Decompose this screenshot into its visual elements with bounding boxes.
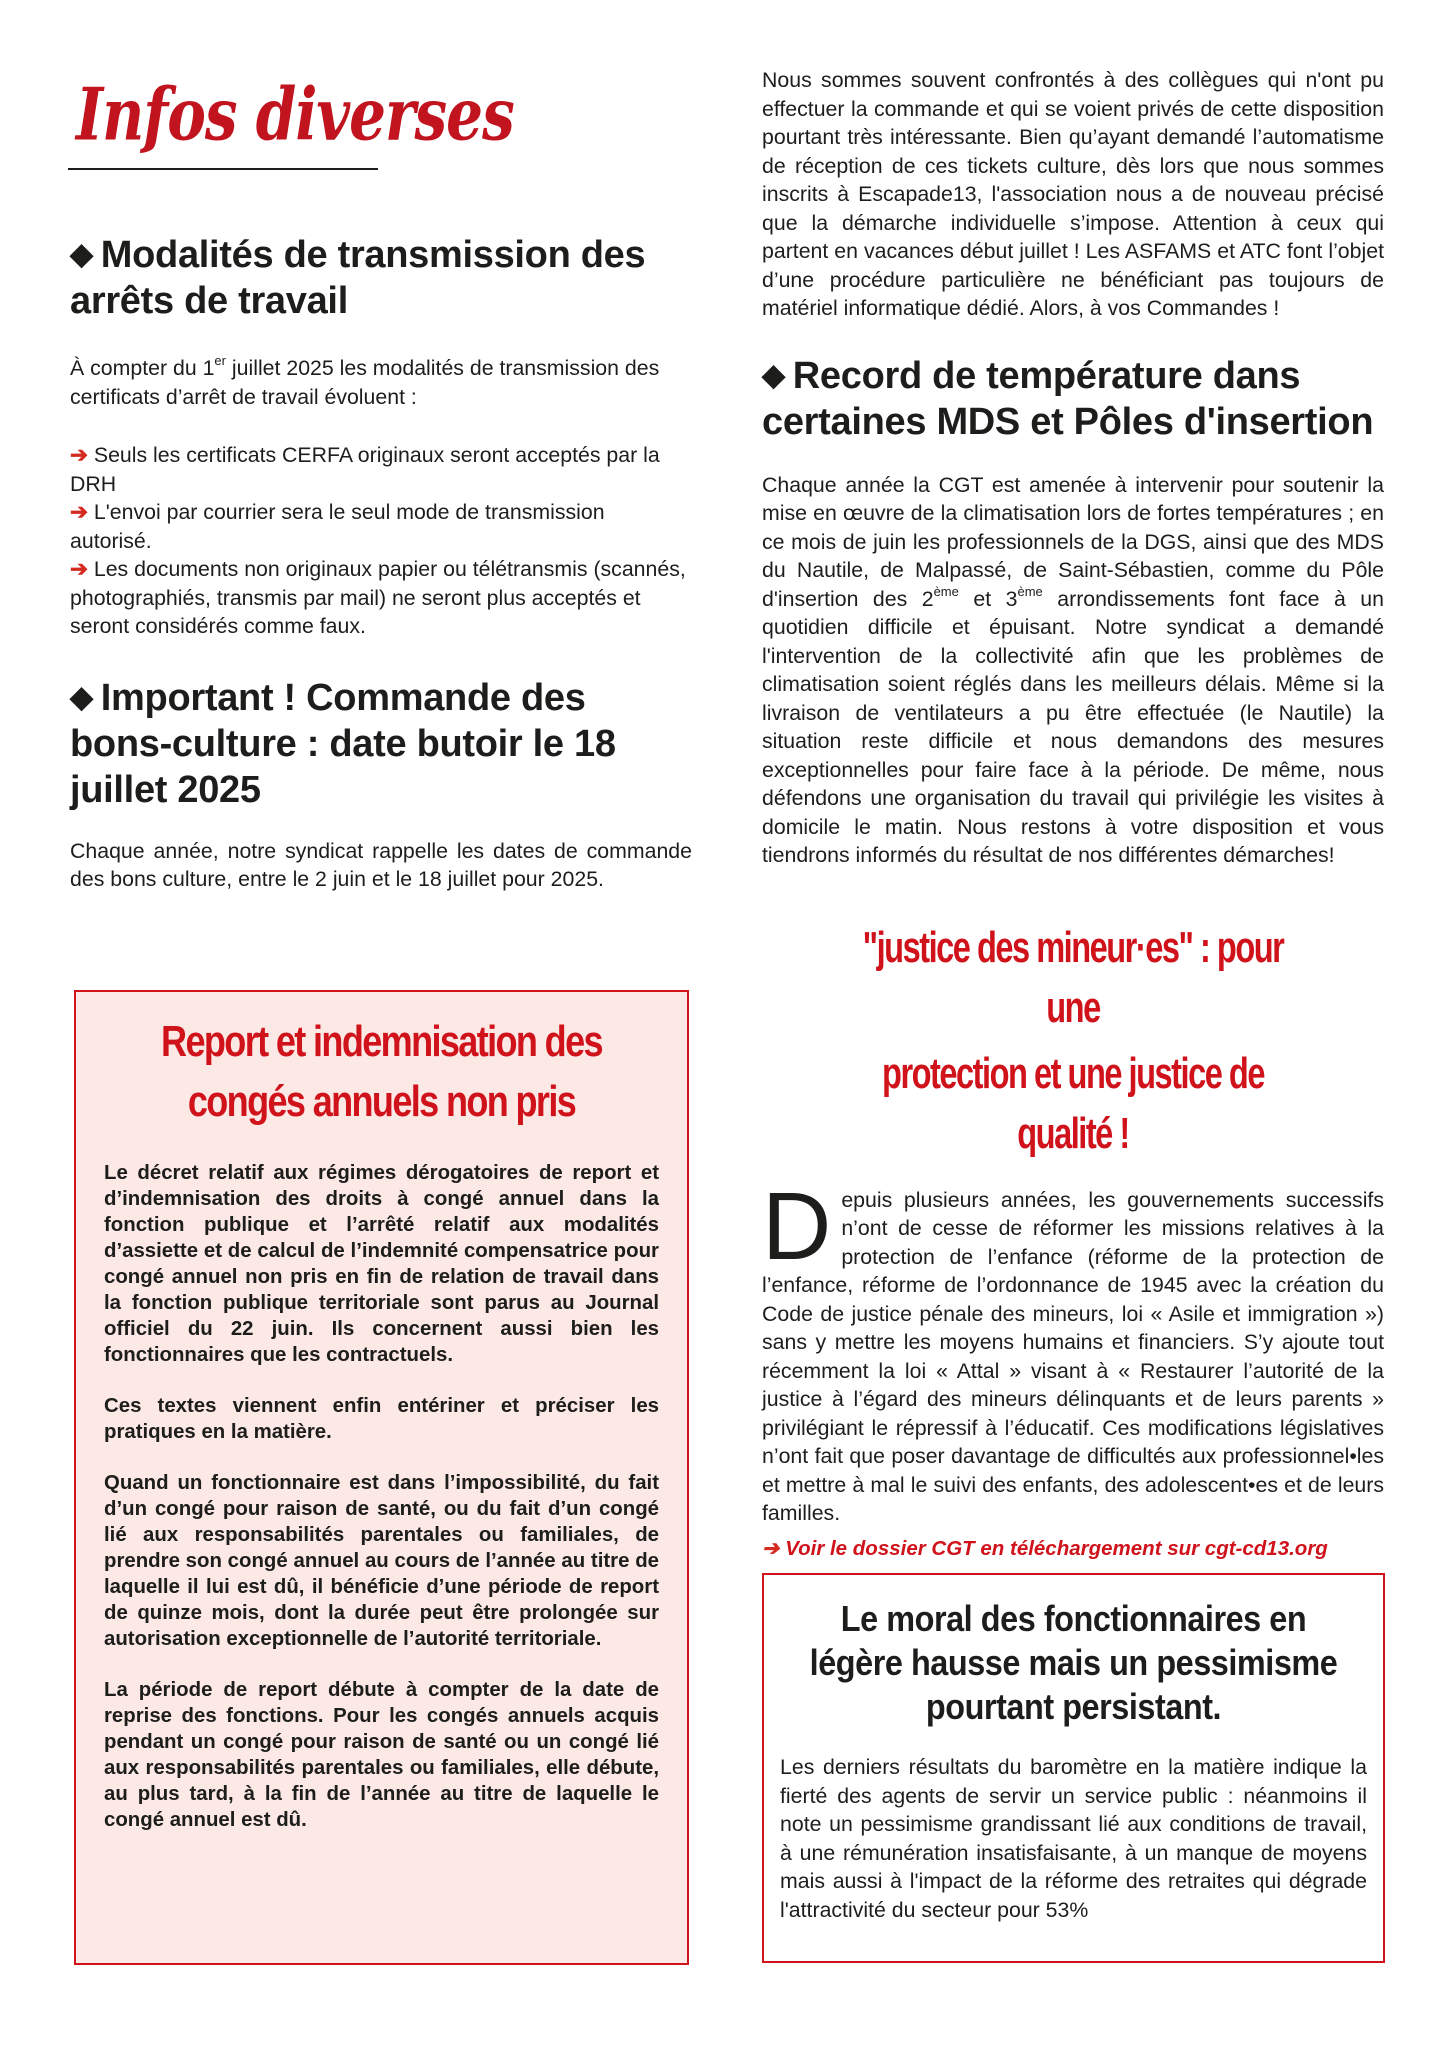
list-item-text: Seuls les certificats CERFA originaux seront acceptés par la DRH bbox=[70, 443, 660, 496]
left-column bbox=[70, 60, 692, 894]
box-heading: Le moral des fonctionnaires en légère hausse mais un pessimisme pourtant persistant. bbox=[809, 1598, 1338, 1727]
right-arrow-icon: ➔ bbox=[762, 1536, 780, 1560]
article-paragraph: Nous sommes souvent confrontés à des collègues qui n'ont pu effectuer la commande et qui se voient privés de cette disposition pourtant très intéressante. Bien qu’ayant demandé l’automatisme de réception de ces tickets culture, dès lors que nous sommes inscrits à Escapade13, l'association nous a de nouveau précisé que la démarche individuelle s’impose. Attention à ceux qui partent en vacances début juillet ! Les ASFAMS et ATC font l’objet d’une procédure particulière ne bénéficiant pas toujours de matériel informatique dédié. Alors, à vos Commandes ! bbox=[762, 68, 1384, 320]
box-paragraph: La période de report débute à compter de la date de reprise des fonctions. Pour les congés annuels acquis pendant un congé pour raison de santé ou un congé lié aux responsabilités parentales ou familiales, elle débute, au plus tard, à la fin de l’année au titre de laquelle le congé annuel est dû. bbox=[104, 1679, 659, 1831]
right-column bbox=[762, 66, 1384, 1561]
article-heading-temperature bbox=[762, 353, 1384, 445]
diamond-bullet-icon: ◆ bbox=[762, 358, 785, 392]
link-text[interactable]: Voir le dossier CGT en téléchargement sur cgt-cd13.org bbox=[785, 1536, 1328, 1560]
superscript: ème bbox=[933, 583, 959, 599]
heading-line: protection et une justice de qualité ! bbox=[882, 1048, 1264, 1158]
box-paragraph: Les derniers résultats du baromètre en la matière indique la fierté des agents de servir un service public : néanmoins il note un pessimisme grandissant lié aux conditions de travail, à une rémunération insatisfaisante, à un manque de moyens mais aussi à l'impact de la réforme des retraites qui dégrade l'attractivité du secteur pour 53% bbox=[780, 1755, 1367, 1922]
heading-line: "justice des mineur·es" : pour une bbox=[862, 922, 1284, 1032]
box-paragraph: Le décret relatif aux régimes dérogatoires de report et d’indemnisation des droits à congé annuel dans la fonction publique et l’arrêté relatif aux modalités d’assiette et de calcul de l’indemnité compensatrice pour congé annuel non pris en fin de relation de travail dans la fonction publique territoriale sont parus au Journal officiel du 22 juin. Ils concernent aussi bien les fonctionnaires que les contractuels. bbox=[104, 1162, 659, 1366]
article-paragraph bbox=[762, 471, 1384, 870]
list-item bbox=[70, 441, 692, 498]
diamond-bullet-icon: ◆ bbox=[70, 238, 93, 271]
box-heading: Report et indemnisation des congés annuels non pris bbox=[161, 1017, 602, 1126]
article-intro bbox=[70, 354, 692, 411]
diamond-bullet-icon: ◆ bbox=[70, 680, 93, 714]
heading-text: Record de température dans certaines MDS et Pôles d'insertion bbox=[762, 354, 1374, 443]
paragraph-text: epuis plusieurs années, les gouvernements successifs n’ont de cesse de réformer les missions relatives à la protection de l’enfance (réforme de la protection de l’enfance, réforme de l’ordonnance de 1945 avec la création du Code de justice pénale des mineurs, loi « Asile et immigration ») sans y mettre les moyens humains et financiers. S’y ajoute tout récemment la loi « Attal » visant à « Restaurer l’autorité de la justice à l’égard des mineurs délinquants et de leurs parents » privilégiant le répressif à l’éducatif. Ces modifications législatives n’ont fait que poser davantage de difficultés aux professionnel•les et mettre à mal le suivi des enfants, des adolescent•es et de leurs familles. bbox=[762, 1187, 1384, 1525]
article-paragraph: Chaque année, notre syndicat rappelle les dates de commande des bons culture, entre le 2 juin et le 18 juillet pour 2025. bbox=[70, 838, 692, 891]
moral-box bbox=[762, 1573, 1385, 1963]
title-underline bbox=[68, 168, 378, 170]
heading-text: Important ! Commande des bons-culture : date butoir le 18 juillet 2025 bbox=[70, 676, 616, 811]
bullet-list bbox=[70, 441, 692, 641]
download-link[interactable] bbox=[762, 1536, 1384, 1561]
paragraph-text: arrondissements font face à un quotidien difficile et épuisant. Notre syndicat a demandé l'intervention de la collectivité afin que les problèmes de climatisation soient réglés dans les meilleurs délais. Même si la livraison de ventilateurs a pu être effectuée (le Nautile) la situation reste difficile et nous demandons des mesures exceptionnelles pour faire face à la période. De même, nous défendons une organisation du travail qui privilégie les visites à domicile le matin. Nous restons à votre disposition et vous tiendrons informés du résultat de nos différentes démarches! bbox=[762, 586, 1384, 867]
right-arrow-icon: ➔ bbox=[70, 557, 88, 581]
page-title: Infos diverses bbox=[76, 71, 514, 157]
right-arrow-icon: ➔ bbox=[70, 500, 88, 524]
intro-text: À compter du 1 bbox=[70, 356, 215, 380]
intro-text: juillet 2025 les modalités de transmission des certificats d’arrêt de travail évoluent : bbox=[70, 356, 660, 409]
list-item-text: Les documents non originaux papier ou télétransmis (scannés, photographiés, transmis par mail) ne seront plus acceptés et seront considérés comme faux. bbox=[70, 557, 686, 638]
paragraph-text: Chaque année la CGT est amenée à intervenir pour soutenir la mise en œuvre de la climatisation lors de fortes températures ; en ce mois de juin les professionnels de la DGS, ainsi que des MDS du Nautile, de Malpassé, de Saint-Sébastien, comme du Pôle d'insertion des 2 bbox=[762, 472, 1384, 611]
justice-heading bbox=[762, 918, 1384, 1164]
drop-cap: D bbox=[762, 1172, 832, 1280]
list-item bbox=[70, 498, 692, 555]
box-paragraph: Ces textes viennent enfin entériner et préciser les pratiques en la matière. bbox=[104, 1395, 659, 1443]
conges-box bbox=[74, 990, 689, 1965]
superscript: er bbox=[214, 353, 226, 368]
box-body bbox=[76, 1160, 687, 1833]
superscript: ème bbox=[1017, 583, 1043, 599]
box-paragraph: Quand un fonctionnaire est dans l’impossibilité, du fait d’un congé pour raison de santé, ou du fait d’un congé lié aux responsabilités parentales ou familiales, de prendre son congé annuel au cours de l’année au titre de laquelle il lui est dû, il bénéficie d’une période de report de quinze mois, dont la durée peut être prolongée sur autorisation exceptionnelle de l’autorité territoriale. bbox=[104, 1472, 659, 1650]
heading-text: Modalités de transmission des arrêts de travail bbox=[70, 234, 646, 322]
article-paragraph bbox=[762, 1172, 1384, 1528]
paragraph-text: et 3 bbox=[958, 586, 1018, 611]
right-arrow-icon: ➔ bbox=[70, 443, 88, 467]
list-item-text: L'envoi par courrier sera le seul mode de transmission autorisé. bbox=[70, 500, 605, 553]
list-item bbox=[70, 555, 692, 641]
article-heading-arrets bbox=[70, 232, 692, 324]
article-heading-bons-culture bbox=[70, 675, 692, 813]
